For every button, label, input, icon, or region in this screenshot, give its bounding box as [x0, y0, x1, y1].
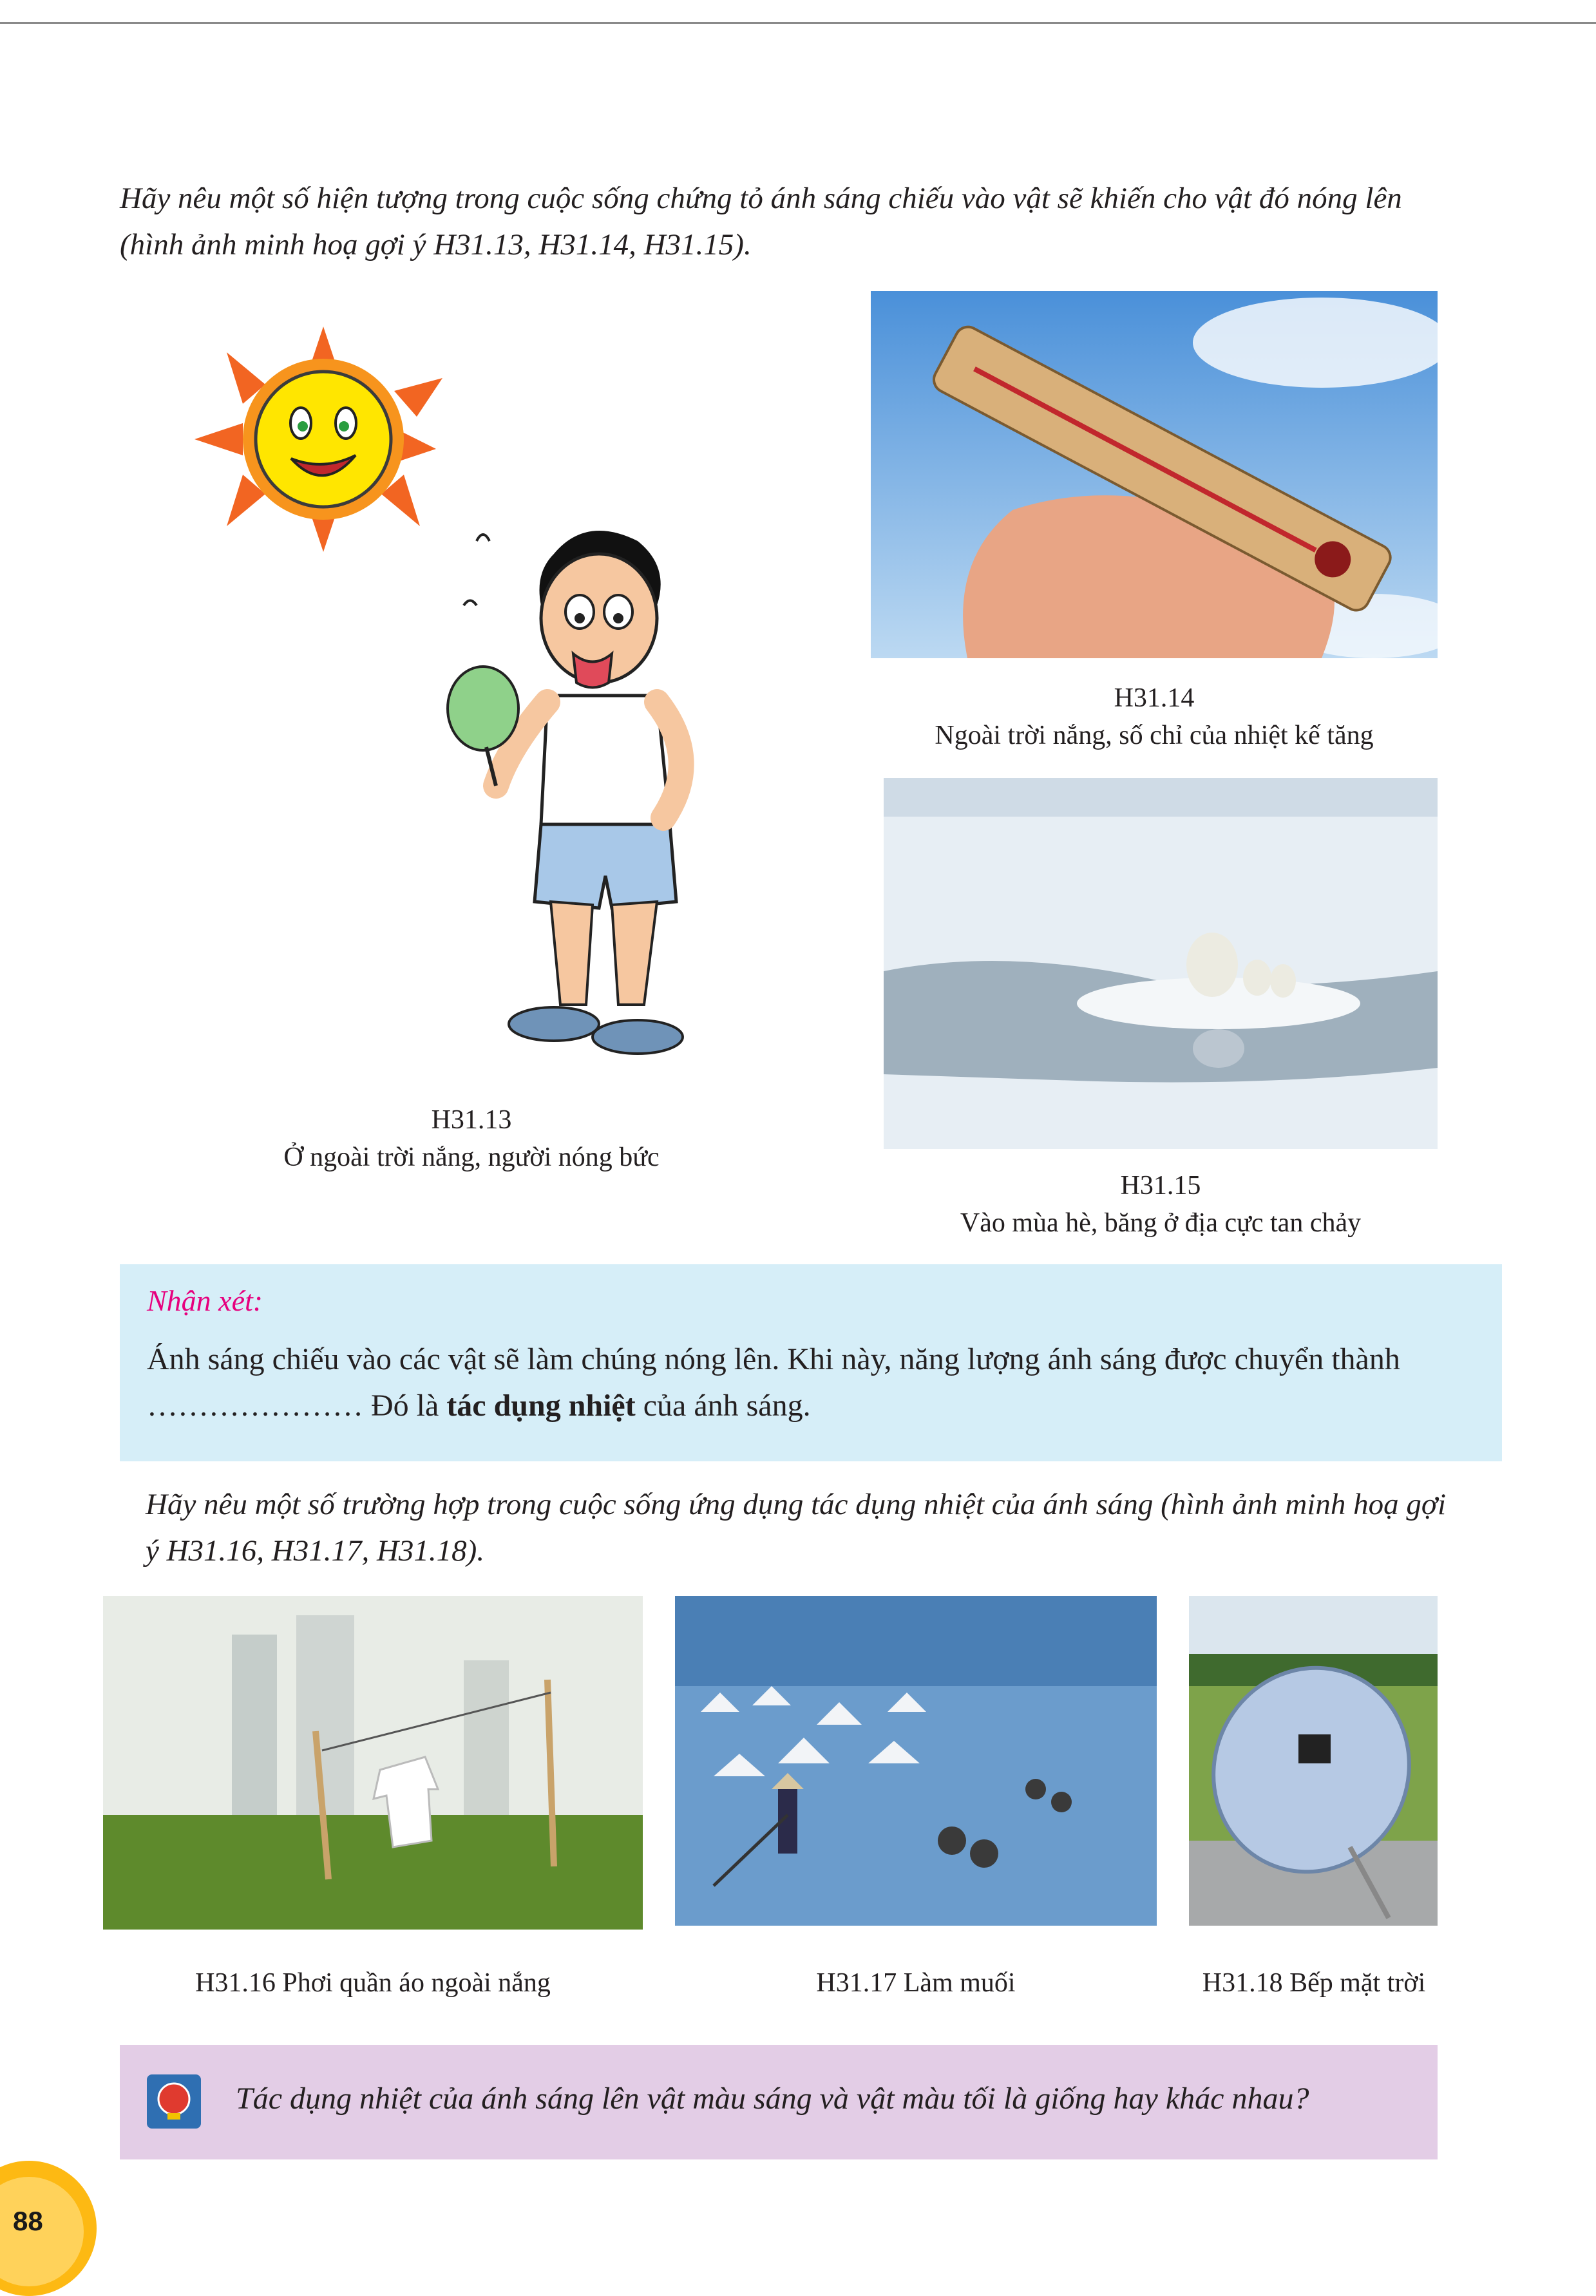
salt-field-photo — [675, 1596, 1157, 1926]
question-box — [120, 2045, 1438, 2159]
h31-13-caption: Ở ngoài trời nắng, người nóng bức — [283, 1143, 660, 1172]
h31-14-caption: Ngoài trời nắng, số chỉ của nhiệt kế tăng — [935, 721, 1374, 750]
h31-16-caption: H31.16 Phơi quần áo ngoài nắng — [195, 1968, 551, 1998]
h31-13-label: H31.13 — [431, 1105, 512, 1135]
h31-17-caption: H31.17 Làm muối — [816, 1968, 1016, 1998]
h31-15-label: H31.15 — [1120, 1171, 1201, 1200]
sun-illustration — [182, 320, 465, 558]
h31-18-caption: H31.18 Bếp mặt trời — [1202, 1968, 1426, 1998]
h31-15-caption: Vào mùa hè, băng ở địa cực tan chảy — [960, 1208, 1362, 1238]
question-text: Tác dụng nhiệt của ánh sáng lên vật màu sáng và vật màu tối là giống hay khác nhau? — [236, 2082, 1309, 2116]
observation-box — [120, 1264, 1502, 1461]
observation-text-end: của ánh sáng. — [635, 1389, 811, 1423]
top-rule — [0, 22, 1596, 24]
observation-title: Nhận xét: — [147, 1284, 263, 1317]
hot-man-illustration — [444, 515, 721, 1069]
thermometer-photo — [871, 291, 1438, 658]
h31-14-label: H31.14 — [1114, 683, 1195, 713]
page-number: 88 — [13, 2206, 43, 2236]
observation-text-start: Ánh sáng chiếu vào các vật sẽ làm chúng nóng lên. Khi này, năng lượng ánh sáng được chuyển thành ………………… Đó là — [147, 1342, 1400, 1423]
observation-body — [147, 1336, 1480, 1429]
drying-clothes-photo — [103, 1596, 643, 1930]
observation-bold-term: tác dụng nhiệt — [446, 1389, 636, 1423]
polar-ice-photo — [884, 778, 1438, 1149]
application-question: Hãy nêu một số trường hợp trong cuộc sống ứng dụng tác dụng nhiệt của ánh sáng (hình ảnh minh hoạ gợi ý H31.16, H31.17, H31.18). — [146, 1488, 1447, 1568]
solar-cooker-photo — [1189, 1596, 1438, 1926]
intro-question: Hãy nêu một số hiện tượng trong cuộc sống chứng tỏ ánh sáng chiếu vào vật sẽ khiến cho vật đó nóng lên (hình ảnh minh hoạ gợi ý H31.13, H31.14, H31.15). — [120, 182, 1402, 261]
question-bulb-icon — [147, 2074, 201, 2129]
